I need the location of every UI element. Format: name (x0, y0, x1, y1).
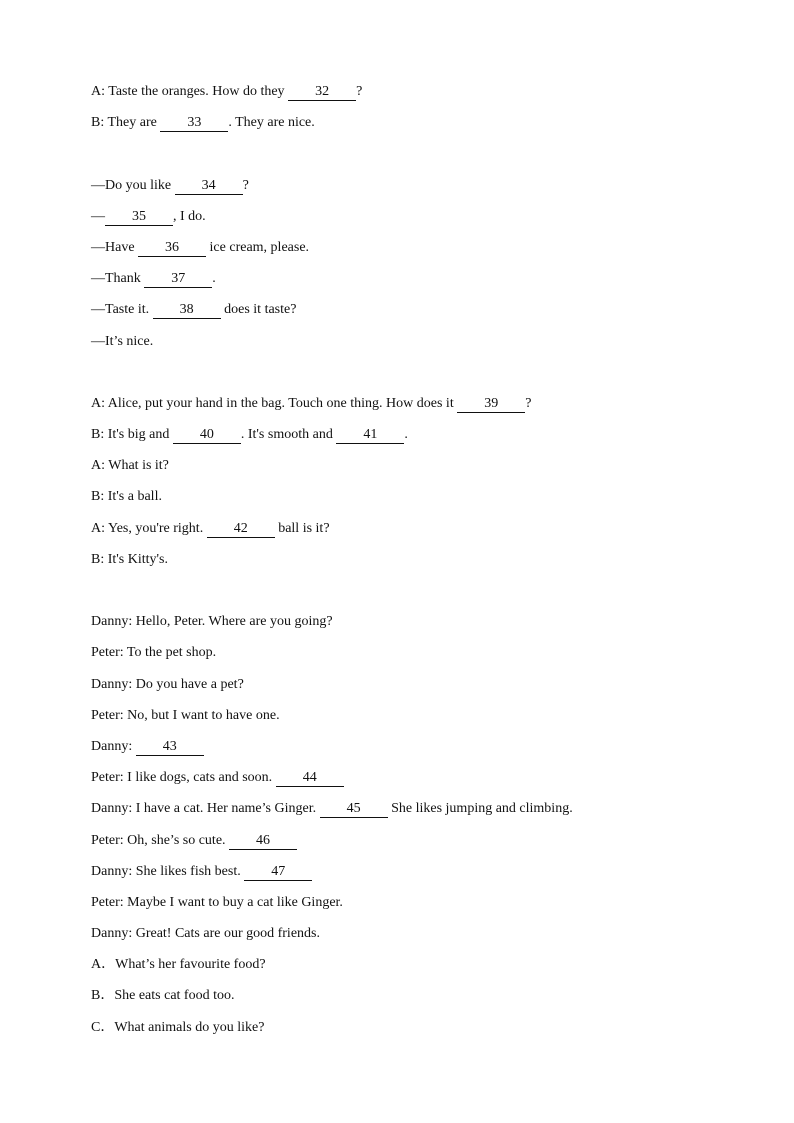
dialogue-line (91, 454, 731, 485)
dialogue-line (91, 267, 731, 298)
answer-blank[interactable]: 42 (207, 521, 275, 538)
line-text: ball is it? (274, 520, 330, 536)
answer-blank[interactable]: 39 (457, 396, 525, 413)
line-text: Peter: I like dogs, cats and soon. (91, 770, 276, 786)
line-text: A: Taste the oranges. How do they (91, 84, 289, 99)
line-text: Danny: Hello, Peter. Where are you going? (91, 614, 333, 630)
answer-blank[interactable]: 37 (144, 271, 212, 288)
dialogue-line (91, 205, 731, 236)
answer-blank[interactable]: 35 (105, 209, 173, 226)
line-text: —Taste it. (91, 302, 153, 318)
dialogue-line (91, 517, 731, 548)
section-gap (91, 142, 731, 173)
answer-blank[interactable]: 40 (173, 427, 241, 444)
line-text: — (91, 208, 105, 224)
dialogue-line (91, 485, 731, 516)
line-text: A．What’s her favourite food? (91, 957, 266, 973)
dialogue-line (91, 641, 731, 672)
dialogue-line (91, 766, 731, 797)
line-text: —It’s nice. (91, 333, 154, 349)
line-text: , I do. (173, 208, 206, 224)
line-text: Danny: Do you have a pet? (91, 676, 244, 692)
line-text: A: Alice, put your hand in the bag. Touch one thing. How does it (91, 395, 458, 411)
dialogue-line (91, 797, 731, 828)
dialogue-line (91, 548, 731, 579)
answer-blank[interactable]: 38 (153, 302, 221, 319)
dialogue-line (91, 423, 731, 454)
line-text: Danny: I have a cat. Her name’s Ginger. (91, 801, 320, 817)
dialogue-line (91, 829, 731, 860)
answer-blank[interactable]: 41 (336, 427, 404, 444)
answer-blank[interactable]: 46 (229, 833, 297, 850)
line-text: Danny: Great! Cats are our good friends. (91, 926, 320, 942)
dialogue-line (91, 704, 731, 735)
line-text: does it taste? (220, 302, 297, 318)
line-text: A: What is it? (91, 458, 169, 474)
line-text: B: It's big and (91, 427, 173, 443)
line-text: A: Yes, you're right. (91, 520, 207, 536)
line-text: B．She eats cat food too. (91, 988, 235, 1004)
answer-blank[interactable]: 47 (244, 864, 312, 881)
line-text: —Thank (91, 271, 145, 287)
line-text: B: It's Kitty's. (91, 551, 168, 567)
line-text: Peter: Maybe I want to buy a cat like Ginger. (91, 894, 343, 910)
line-text: B: It's a ball. (91, 489, 162, 505)
answer-blank[interactable]: 34 (175, 178, 243, 195)
answer-blank[interactable]: 43 (136, 739, 204, 756)
answer-blank[interactable]: 44 (276, 770, 344, 787)
dialogue-line (91, 673, 731, 704)
line-text: —Do you like (91, 177, 175, 193)
dialogue-line (91, 174, 731, 205)
line-text: . They are nice. (228, 115, 315, 131)
answer-blank[interactable]: 45 (320, 801, 388, 818)
dialogue-line (91, 735, 731, 766)
line-text: B: They are (91, 115, 161, 131)
dialogue-line (91, 111, 731, 142)
line-text: —Have (91, 239, 139, 255)
dialogue-line (91, 80, 731, 111)
line-text: She likes jumping and climbing. (387, 801, 573, 817)
dialogue-line (91, 953, 731, 984)
dialogue-line (91, 298, 731, 329)
line-text: Peter: Oh, she’s so cute. (91, 832, 230, 848)
dialogue-line (91, 330, 731, 361)
worksheet-page (91, 80, 731, 1047)
line-text: . (212, 271, 216, 287)
dialogue-line (91, 891, 731, 922)
line-text: C．What animals do you like? (91, 1019, 265, 1035)
answer-blank[interactable]: 36 (138, 240, 206, 257)
line-text: . It's smooth and (240, 427, 337, 443)
line-text: ? (356, 84, 363, 99)
dialogue-line (91, 860, 731, 891)
dialogue-line (91, 922, 731, 953)
line-text: Peter: To the pet shop. (91, 645, 217, 661)
line-text: Peter: No, but I want to have one. (91, 707, 280, 723)
line-text: . (404, 427, 408, 443)
answer-blank[interactable]: 33 (160, 115, 228, 132)
line-text: ? (242, 177, 249, 193)
line-text: Danny: (91, 738, 136, 754)
section-gap (91, 579, 731, 610)
dialogue-line (91, 236, 731, 267)
answer-blank[interactable]: 32 (288, 84, 356, 101)
line-text: ice cream, please. (206, 239, 310, 255)
section-gap (91, 361, 731, 392)
dialogue-line (91, 392, 731, 423)
dialogue-line (91, 610, 731, 641)
dialogue-line (91, 1016, 731, 1047)
line-text: Danny: She likes fish best. (91, 863, 245, 879)
line-text: ? (525, 395, 532, 411)
dialogue-line (91, 984, 731, 1015)
